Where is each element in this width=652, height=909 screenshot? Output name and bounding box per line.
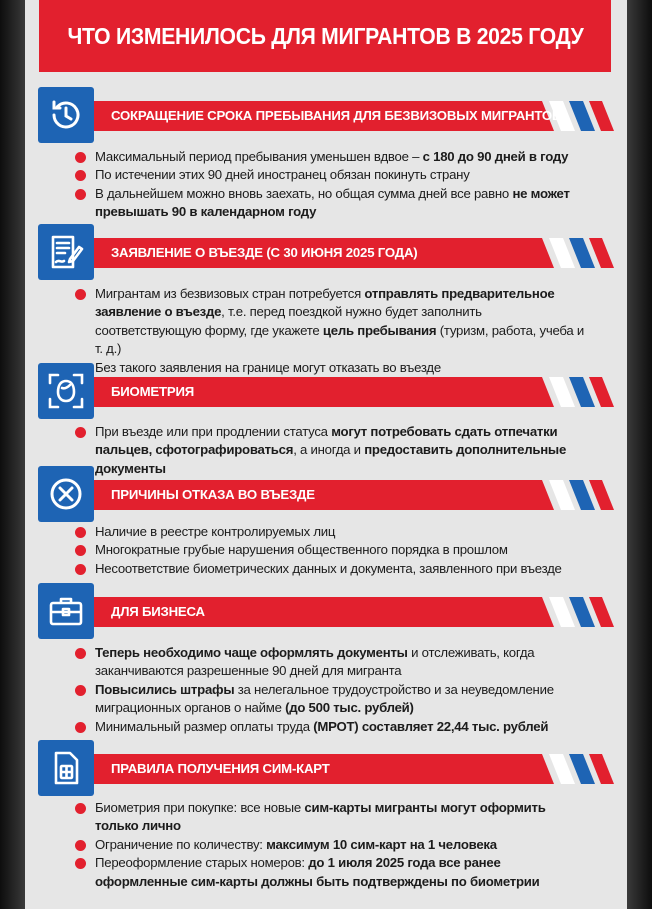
bullet-dot <box>75 170 86 181</box>
section-banner <box>94 754 614 784</box>
section-heading: ДЛЯ БИЗНЕСА <box>111 604 205 619</box>
bullet-text-bold: отправлять предварительное заявление о въезде <box>95 286 555 320</box>
section-heading: ПРАВИЛА ПОЛУЧЕНИЯ СИМ-КАРТ <box>111 761 330 776</box>
bullet-dot <box>75 152 86 163</box>
bullet-text-bold: Повысились штрафы <box>95 681 235 697</box>
bullet-dot <box>75 858 86 869</box>
bullet-item <box>25 423 585 478</box>
page-shadow-left <box>0 0 25 909</box>
bullet-text: , т.е. перед поездкой нужно будет заполнить соответствующую форму, где укажете <box>95 304 482 338</box>
bullet-dot <box>75 427 86 438</box>
bullet-dot <box>75 289 86 300</box>
section-heading: БИОМЕТРИЯ <box>111 384 195 399</box>
bullet-text: Биометрия при покупке: все новые <box>95 800 305 815</box>
bullet-item <box>25 359 585 377</box>
bullet-item <box>25 644 585 681</box>
sim-card-icon <box>38 740 94 796</box>
bullet-item <box>25 836 585 854</box>
section-heading: СОКРАЩЕНИЕ СРОКА ПРЕБЫВАНИЯ ДЛЯ БЕЗВИЗОВЫХ МИГРАНТОВ <box>111 108 562 123</box>
bullet-text: , а иногда и <box>293 442 365 458</box>
face-scan-icon <box>38 363 94 419</box>
clock-icon <box>38 87 94 143</box>
section-banner <box>94 101 614 131</box>
bullet-text-bold: цель пребывания <box>322 322 437 338</box>
bullet-text-bold: Теперь необходимо чаще оформлять документы <box>95 645 408 660</box>
section-heading: ЗАЯВЛЕНИЕ О ВЪЕЗДЕ (С 30 ИЮНЯ 2025 ГОДА) <box>111 245 418 260</box>
page-title: ЧТО ИЗМЕНИЛОСЬ ДЛЯ МИГРАНТОВ В 2025 ГОДУ <box>66 22 584 49</box>
bullet-text-bold: (до 500 тыс. рублей) <box>285 700 414 716</box>
bullet-dot <box>75 685 86 696</box>
briefcase-icon <box>38 583 94 639</box>
bullet-text: Наличие в реестре контролируемых лиц <box>95 524 336 539</box>
bullet-text-bold: могут потребовать сдать отпечатки пальцев, сфотографироваться <box>95 424 558 458</box>
bullet-item <box>25 799 585 836</box>
document-icon <box>38 224 94 280</box>
bullet-dot <box>75 545 86 556</box>
bullet-text-bold: (МРОТ) составляет 22,44 тыс. рублей <box>313 718 549 734</box>
bullet-text: Ограничение по количеству: <box>95 836 267 852</box>
bullet-text-bold: с 180 до 90 дней в году <box>422 149 569 164</box>
bullet-item <box>25 718 585 736</box>
bullet-text: Минимальный размер оплаты труда <box>95 718 314 734</box>
bullet-text: В дальнейшем можно вновь заехать, но общая сумма дней все равно <box>95 185 513 201</box>
bullet-text-bold: предоставить дополнительные документы <box>95 442 567 476</box>
bullet-list <box>25 148 585 222</box>
bullet-text-bold: сим-карты мигранты могут оформить только лично <box>95 800 546 834</box>
bullet-text-bold: максимум 10 сим-карт на 1 человека <box>266 836 497 852</box>
bullet-list <box>25 423 585 478</box>
page-shadow-right <box>627 0 652 909</box>
bullet-item <box>25 148 585 166</box>
bullet-text: По истечении этих 90 дней иностранец обязан покинуть страну <box>95 167 470 183</box>
bullet-list <box>25 523 585 578</box>
bullet-item <box>25 285 585 359</box>
bullet-list <box>25 799 585 891</box>
bullet-item <box>25 854 585 891</box>
bullet-dot <box>75 527 86 538</box>
bullet-text: При въезде или при продлении статуса <box>95 424 332 439</box>
bullet-text: Многократные грубые нарушения общественного порядка в прошлом <box>95 542 508 558</box>
bullet-dot <box>75 564 86 575</box>
bullet-dot <box>75 803 86 814</box>
bullet-item <box>25 681 585 718</box>
bullet-text: Мигрантам из безвизовых стран потребуется <box>95 286 365 301</box>
bullet-item <box>25 541 585 559</box>
section-heading: ПРИЧИНЫ ОТКАЗА ВО ВЪЕЗДЕ <box>111 487 315 502</box>
x-circle-icon <box>38 466 94 522</box>
bullet-text: (туризм, работа, учеба и т. д.) <box>95 322 585 357</box>
section-banner <box>94 377 614 407</box>
section-banner <box>94 597 614 627</box>
bullet-text: Максимальный период пребывания уменьшен вдвое – <box>95 149 423 164</box>
bullet-dot <box>75 840 86 851</box>
bullet-text: и отслеживать, когда заканчиваются разрешенные 90 дней для мигранта <box>95 645 535 679</box>
bullet-text-bold: до 1 июля 2025 года все ранее оформленные сим-карты должны быть подтверждены по биометрии <box>95 855 540 889</box>
title-banner <box>39 0 611 72</box>
bullet-text: Переоформление старых номеров: <box>95 855 309 871</box>
infographic-page <box>25 0 627 909</box>
bullet-dot <box>75 722 86 733</box>
section-banner <box>94 238 614 268</box>
bullet-dot <box>75 189 86 200</box>
bullet-text-bold: не может превышать 90 в календарном году <box>95 185 570 220</box>
section-banner <box>94 480 614 510</box>
bullet-list <box>25 644 585 736</box>
bullet-list <box>25 285 585 377</box>
bullet-text: Без такого заявления на границе могут отказать во въезде <box>95 359 441 375</box>
bullet-item <box>25 523 585 541</box>
bullet-text: за нелегальное трудоустройство и за неуведомление миграционных органов о найме <box>95 681 554 716</box>
bullet-dot <box>75 648 86 659</box>
bullet-text: Несоответствие биометрических данных и документа, заявленного при въезде <box>95 560 562 576</box>
bullet-item <box>25 185 585 222</box>
bullet-item <box>25 560 585 578</box>
bullet-item <box>25 166 585 184</box>
